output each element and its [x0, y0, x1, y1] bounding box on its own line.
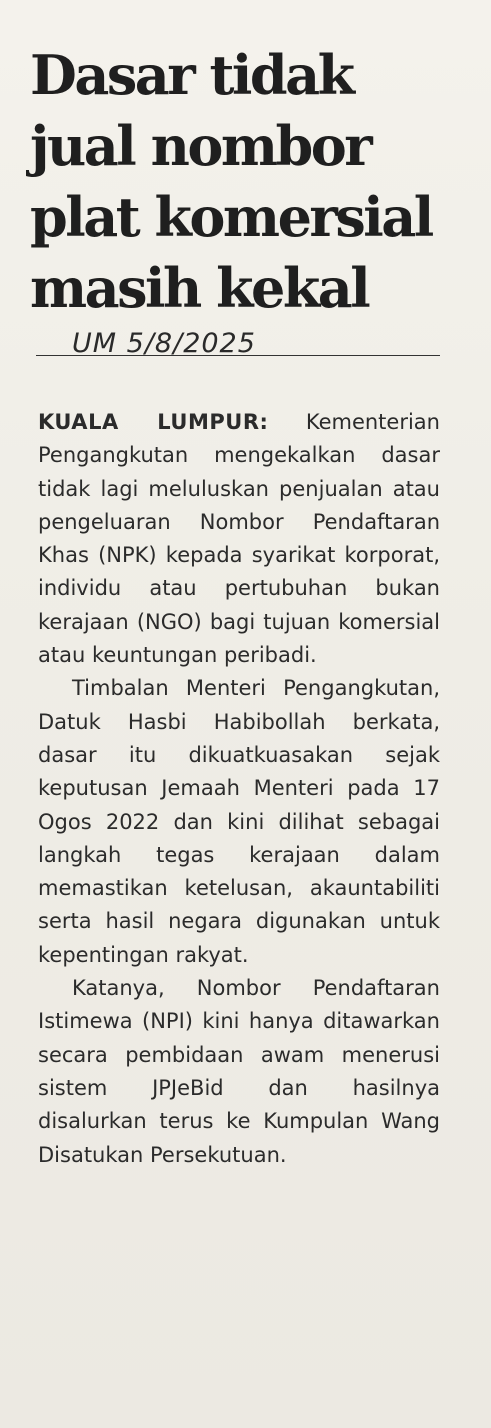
headline-line: Dasar tidak — [30, 43, 353, 107]
article-body — [38, 406, 440, 1172]
headline — [30, 40, 460, 324]
headline-line: masih kekal — [30, 256, 369, 320]
dateline: KUALA LUMPUR: — [38, 410, 269, 434]
article-paragraph: Katanya, Nombor Pendaftaran Istimewa (NPI) kini hanya ditawarkan secara pembidaan awam menerusi sistem JPJeBid dan hasilnya disalurkan terus ke Kumpulan Wang Disatukan Persekutuan. — [38, 976, 440, 1167]
article-paragraph — [38, 406, 440, 672]
handwritten-source-date-note: UM 5/8/2025 — [72, 328, 256, 359]
headline-divider — [36, 355, 440, 356]
article-paragraph: Timbalan Menteri Pengangkutan, Datuk Hasbi Habibollah berkata, dasar itu dikuatkuasakan sejak keputusan Jemaah Menteri pada 17 Ogos 2022 dan kini dilihat sebagai langkah tegas kerajaan dalam memastikan ketelusan, akauntabiliti serta hasil negara digunakan untuk kepentingan rakyat. — [38, 676, 440, 967]
headline-line: plat komersial — [30, 185, 432, 249]
paragraph-text: Kementerian Pengangkutan mengekalkan dasar tidak lagi meluluskan penjualan atau pengeluaran Nombor Pendaftaran Khas (NPK) kepada syarikat korporat, individu atau pertubuhan bukan kerajaan (NGO) bagi tujuan komersial atau keuntungan peribadi. — [38, 410, 440, 668]
headline-line: jual nombor — [30, 114, 371, 178]
